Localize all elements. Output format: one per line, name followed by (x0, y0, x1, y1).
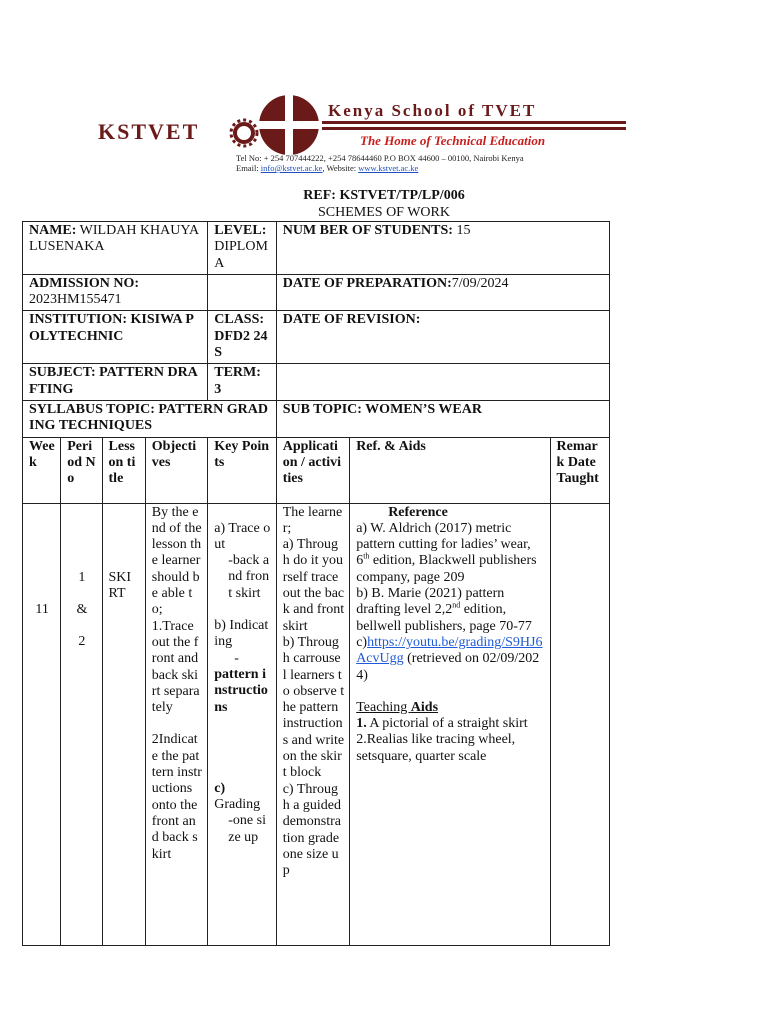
level-label: LEVEL: (214, 223, 267, 238)
ref-b (356, 586, 544, 635)
app-a: a) Through do it yourself trace out the back and front skirt (282, 537, 345, 634)
name-cell (23, 222, 208, 275)
lesson-cell (102, 503, 145, 945)
ref-c-link[interactable]: https://youtu.be/grading/S9HJ6AcvUgg (356, 634, 543, 667)
students-value: 15 (452, 223, 471, 238)
ref-a-text-1: a) W. Aldrich (2017) metric pattern cutting for ladies’ wear, 6 (356, 520, 531, 569)
col-week: Week (23, 437, 61, 503)
tagline: The Home of Technical Education (360, 133, 546, 148)
period-1: 1 (78, 569, 86, 585)
name-value: WILDAH KHAUYA LUSENAKA (29, 223, 199, 255)
app-b: b) Through carrousel learners to observe the pattern instructions and write on the skirt block (282, 634, 345, 781)
name-label: NAME: (29, 223, 77, 238)
admission-label: ADMISSION NO: (29, 275, 140, 291)
col-remark: Remark Date Taught (550, 437, 609, 503)
period-amp: & (76, 601, 88, 617)
kp-c-detail: -one size up (228, 813, 266, 845)
students-cell (276, 222, 609, 275)
aids-word1: Teaching (356, 699, 411, 715)
week-value: 11 (35, 601, 49, 617)
doc-title: SCHEMES OF WORK (318, 205, 450, 220)
ref-c (356, 635, 544, 684)
email-line (236, 163, 418, 173)
website-link[interactable]: www.kstvet.ac.ke (358, 163, 419, 173)
email-prefix: Email: (236, 163, 261, 173)
aid-1-num: 1. (356, 716, 367, 732)
col-lesson: Lesson title (102, 437, 145, 503)
col-period: Period No (61, 437, 102, 503)
prep-value: 7/09/2024 (451, 275, 509, 291)
term-cell: TERM: 3 (208, 364, 276, 401)
website-prefix: , Website: (322, 163, 359, 173)
level-cell (208, 222, 276, 275)
ref-b-sup: nd (452, 600, 461, 610)
col-ref-aids: Ref. & Aids (350, 437, 550, 503)
ref-c-prefix: c) (356, 634, 368, 650)
ref-c-suffix: (retrieved on 02/09/2024) (356, 651, 540, 683)
kp-c: c) (214, 780, 226, 796)
aid-1 (356, 716, 544, 732)
aids-heading (356, 700, 544, 716)
aid-1-text: A pictorial of a straight skirt (366, 716, 528, 732)
empty-cell (208, 274, 276, 311)
objective-2: 2Indicate the pattern instructions onto the front and back skirt (151, 732, 202, 862)
remark-cell (550, 503, 609, 945)
revision-cell: DATE OF REVISION: (276, 311, 609, 364)
col-objectives: Objectives (145, 437, 207, 503)
scheme-table (22, 221, 610, 946)
objectives-cell (145, 503, 207, 945)
contact-line: Tel No: + 254 707444222, +254 78644460 P.O BOX 44600 – 00100, Nairobi Kenya (236, 153, 524, 163)
ref-a-sup: th (363, 551, 370, 561)
prep-cell (276, 274, 609, 311)
students-label: NUM BER OF STUDENTS: (282, 223, 453, 238)
prep-label: DATE OF PREPARATION: (282, 275, 452, 291)
class-cell: CLASS: DFD2 24S (208, 311, 276, 364)
lesson-title: SKIRT (108, 569, 132, 601)
kp-a-detail: -back and front skirt (228, 553, 270, 601)
period-2: 2 (78, 634, 86, 650)
kp-b-dash: - (234, 650, 239, 666)
kp-c-word: Grading (214, 797, 261, 813)
level-value: DIPLOMA (214, 239, 268, 271)
admission-value: 2023HM155471 (29, 292, 122, 308)
kp-a: a) Trace out (214, 520, 271, 552)
ref-a-text-2: edition, Blackwell publishers company, page 209 (356, 553, 537, 585)
ref-heading: Reference (388, 504, 448, 520)
ref-b-text-1: b) B. Marie (2021) pattern drafting level 2,2 (356, 586, 505, 618)
keypoints-cell (208, 503, 276, 945)
table-row (23, 503, 610, 945)
admission-cell (23, 274, 208, 311)
empty-cell (276, 364, 609, 401)
aid-2: 2.Realias like tracing wheel, setsquare, quarter scale (356, 732, 516, 764)
aids-word2: Aids (410, 699, 439, 715)
subject-cell: SUBJECT: PATTERN DRAFTING (23, 364, 208, 401)
ref-a (356, 521, 544, 586)
ref-aids-cell (350, 503, 550, 945)
brand-text: KSTVET (98, 119, 200, 144)
period-cell (61, 503, 102, 945)
institution-cell: INSTITUTION: KISIWA POLYTECHNIC (23, 311, 208, 364)
letterhead (96, 95, 636, 177)
col-keypoints: Key Points (208, 437, 276, 503)
app-intro: The learner; (282, 504, 343, 536)
ref-b-text-2: edition, bellwell publishers, page 70-77 (356, 602, 532, 634)
syllabus-cell: SYLLABUS TOPIC: PATTERN GRADING TECHNIQUES (23, 400, 277, 437)
col-application: Application / activities (276, 437, 349, 503)
ref-code: REF: KSTVET/TP/LP/006 (303, 188, 465, 203)
application-cell (276, 503, 349, 945)
subtopic-cell: SUB TOPIC: WOMEN’S WEAR (276, 400, 609, 437)
objective-1: 1.Trace out the front and back skirt separately (151, 618, 200, 716)
app-c: c) Through a guided demonstration grade one size up (282, 781, 342, 879)
kp-b-detail: pattern instructions (214, 666, 268, 715)
kp-b: b) Indicating (214, 618, 269, 650)
email-link[interactable]: info@kstvet.ac.ke (260, 163, 323, 173)
week-cell (23, 503, 61, 945)
org-name: Kenya School of TVET (328, 101, 537, 120)
objectives-intro: By the end of the lesson the learner should be able to; (151, 504, 202, 618)
